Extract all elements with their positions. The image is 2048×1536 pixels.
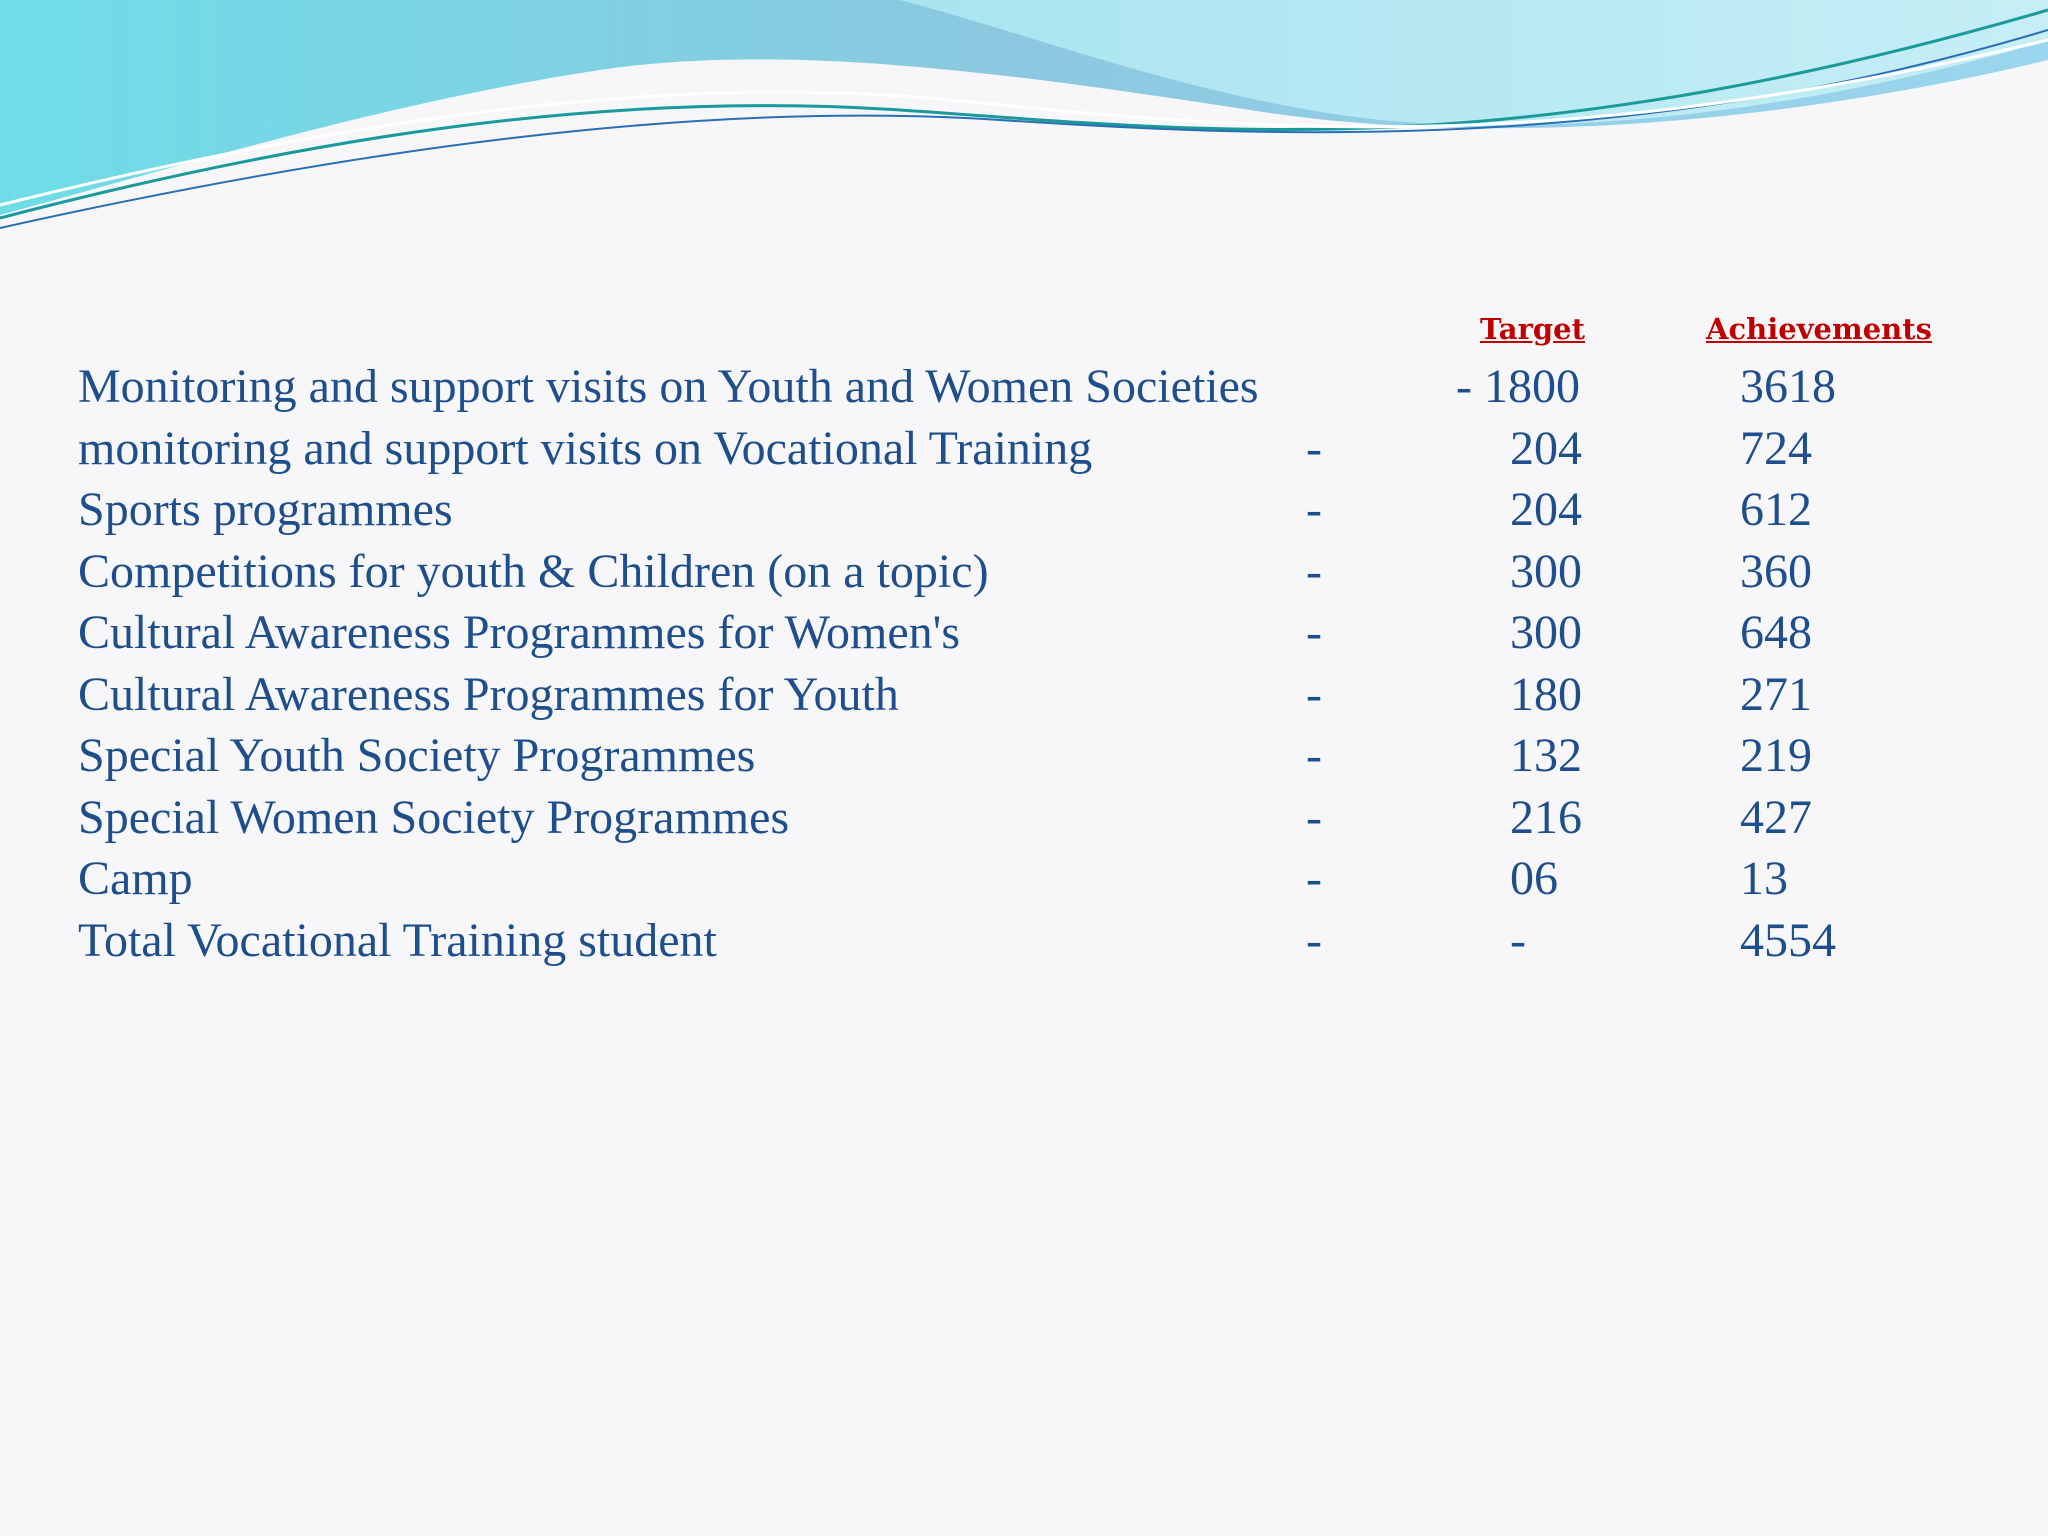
row-achievement-value: 271 xyxy=(1740,667,1812,721)
row-dash: - xyxy=(1306,667,1322,721)
row-label: Cultural Awareness Programmes for Youth xyxy=(78,667,899,721)
row-label: Special Youth Society Programmes xyxy=(78,729,756,782)
table-row xyxy=(0,848,2048,910)
column-header-target: Target xyxy=(1480,312,1585,346)
row-achievement-value: 4554 xyxy=(1740,913,1836,967)
row-target-value: 1800 xyxy=(1484,360,1580,413)
row-target-value: 216 xyxy=(1510,790,1582,844)
table-row xyxy=(0,479,2048,541)
row-label: Total Vocational Training student xyxy=(78,913,717,967)
row-dash: - xyxy=(1306,729,1322,782)
row-target-value: 180 xyxy=(1510,667,1582,721)
decorative-wave-header xyxy=(0,0,2048,240)
row-label: Camp xyxy=(78,852,193,905)
row-achievement-value: 427 xyxy=(1740,790,1812,844)
row-dash: - xyxy=(1306,483,1322,536)
row-dash: - xyxy=(1306,913,1322,967)
row-achievement-value: 219 xyxy=(1740,729,1812,782)
row-dash: - xyxy=(1306,421,1322,475)
row-target-value: - xyxy=(1510,913,1526,967)
row-target-value: 204 xyxy=(1510,421,1582,475)
row-dash: - xyxy=(1306,544,1322,598)
row-achievement-value: 360 xyxy=(1740,544,1812,598)
row-label: Cultural Awareness Programmes for Women's xyxy=(78,606,960,659)
row-achievement-value: 648 xyxy=(1740,606,1812,659)
table-row xyxy=(0,910,2048,972)
table-row xyxy=(0,602,2048,664)
row-achievement-value: 3618 xyxy=(1740,360,1836,413)
column-header-achievements: Achievements xyxy=(1706,312,1932,346)
table-row xyxy=(0,541,2048,603)
row-dash: - xyxy=(1306,790,1322,844)
row-label: Sports programmes xyxy=(78,483,453,536)
row-achievement-value: 724 xyxy=(1740,421,1812,475)
table-row xyxy=(0,664,2048,726)
table-row xyxy=(0,725,2048,787)
row-target-value: 132 xyxy=(1510,729,1582,782)
row-achievement-value: 612 xyxy=(1740,483,1812,536)
row-achievement-value: 13 xyxy=(1740,852,1788,905)
row-target-value: 300 xyxy=(1510,606,1582,659)
row-target-value: 300 xyxy=(1510,544,1582,598)
row-dash: - xyxy=(1456,360,1472,413)
row-dash: - xyxy=(1306,606,1322,659)
row-target-value: 204 xyxy=(1510,483,1582,536)
table-row xyxy=(0,356,2048,418)
row-label: Special Women Society Programmes xyxy=(78,790,790,844)
row-label: Competitions for youth & Children (on a topic) xyxy=(78,544,989,598)
activity-table xyxy=(0,356,2048,971)
table-row xyxy=(0,418,2048,480)
row-target-value: 06 xyxy=(1510,852,1558,905)
row-label: monitoring and support visits on Vocational Training xyxy=(78,421,1093,475)
table-row xyxy=(0,787,2048,849)
row-label: Monitoring and support visits on Youth and Women Societies xyxy=(78,360,1259,413)
row-dash: - xyxy=(1306,852,1322,905)
